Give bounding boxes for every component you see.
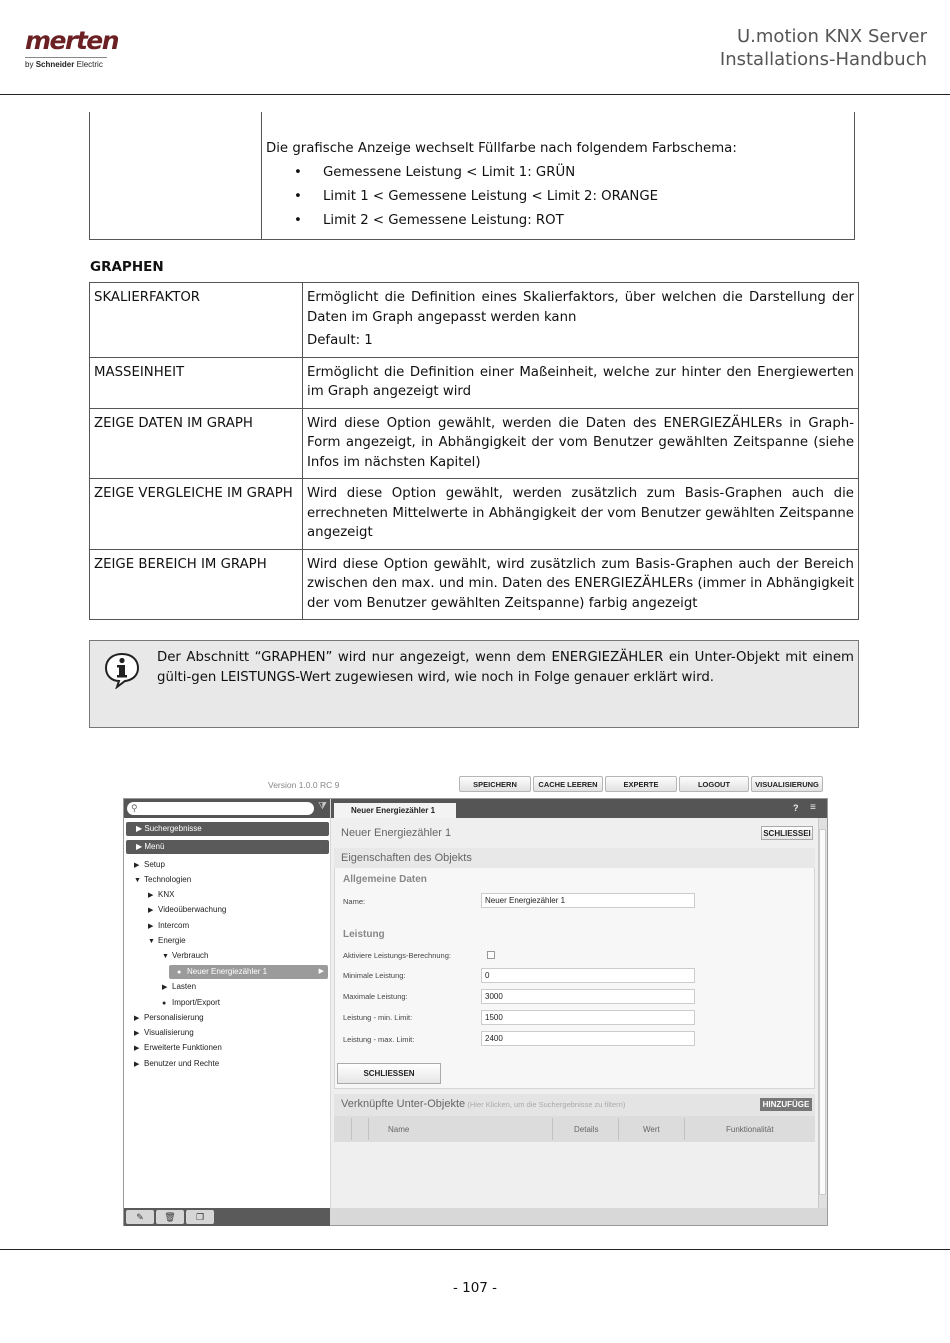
sidebar-footer xyxy=(124,1208,330,1226)
min-limit-input[interactable]: 1500 xyxy=(481,1010,695,1025)
expand-icon: ▶ xyxy=(134,1015,140,1022)
schneider-electric-logo xyxy=(25,60,103,69)
collapse-icon: ▼ xyxy=(148,938,155,945)
tree-item-technologien[interactable] xyxy=(134,875,191,884)
name-label: Name: xyxy=(343,897,366,906)
tree-item-label: Personalisierung xyxy=(144,1013,204,1022)
properties-title: Eigenschaften des Objekts xyxy=(341,852,472,864)
tree-item-label: Import/Export xyxy=(172,998,221,1007)
tree-item-personalisierung[interactable] xyxy=(134,1013,204,1022)
power-calc-checkbox[interactable] xyxy=(487,951,495,959)
arrow-icon: ▶ xyxy=(136,842,145,851)
table-row xyxy=(90,549,859,620)
search-results-label: Suchergebnisse xyxy=(144,824,202,833)
field-label: Aktiviere Leistungs-Berechnung: xyxy=(343,951,451,960)
tree-item-intercom[interactable] xyxy=(148,921,189,930)
arrow-icon: ▶ xyxy=(136,824,145,833)
search-input[interactable] xyxy=(127,802,314,815)
table-row xyxy=(90,479,859,550)
tree-item-label: Energie xyxy=(158,936,186,945)
clear-cache-button[interactable]: CACHE LEEREN xyxy=(533,776,603,792)
name-input[interactable]: Neuer Energiezähler 1 xyxy=(481,893,695,908)
menu-bar[interactable] xyxy=(126,840,329,854)
menu-icon[interactable]: ≡ xyxy=(810,802,816,813)
row-key: SKALIERFAKTOR xyxy=(90,283,303,358)
table-row xyxy=(90,283,859,358)
tree-item-label: KNX xyxy=(158,890,175,899)
empty-key-cell xyxy=(90,112,262,239)
info-icon xyxy=(103,651,141,689)
page-title: Neuer Energiezähler 1 xyxy=(341,827,452,839)
row-value: Ermöglicht die Definition einer Maßeinheit, welche zur hinter den Energiewerten im Graph angezeigt wird xyxy=(303,357,859,408)
tree-item-benutzer[interactable] xyxy=(134,1059,219,1068)
page-number: - 107 - xyxy=(452,1280,498,1296)
linked-objects-hint: (Hier Klicken, um die Suchergebnisse zu filtern) xyxy=(467,1100,626,1109)
expand-icon: ▶ xyxy=(148,923,154,930)
row-key: ZEIGE VERGLEICHE IM GRAPH xyxy=(90,479,303,550)
search-icon: ⚲ xyxy=(131,803,138,813)
help-icon[interactable]: ? xyxy=(793,803,799,813)
tree-item-label: Verbrauch xyxy=(172,951,209,960)
expand-icon: ▶ xyxy=(134,1061,140,1068)
tree-item-visualisierung[interactable] xyxy=(134,1028,194,1037)
info-note xyxy=(89,640,859,728)
tree-item-label: Neuer Energiezähler 1 xyxy=(187,967,268,976)
row-default: Default: 1 xyxy=(307,333,373,348)
row-value: Wird diese Option gewählt, werden zusätzlich zum Basis-Graphen auch die errechneten Mittelwerte in Abhängigkeit der vom Benutzer gewählten Zeitspanne angezeigt xyxy=(303,479,859,550)
row-value-text: Ermöglicht die Definition eines Skalierfaktors, über welchen die Darstellung der Daten im Graph angepasst werden kann xyxy=(307,290,854,325)
tab-energiezaehler[interactable]: Neuer Energiezähler 1 xyxy=(334,803,456,818)
expert-button[interactable]: EXPERTE xyxy=(605,776,677,792)
expand-icon: ▶ xyxy=(148,892,154,899)
table-row xyxy=(90,357,859,408)
logout-button[interactable]: LOGOUT xyxy=(679,776,749,792)
field-label: Leistung - max. Limit: xyxy=(343,1035,415,1044)
tree-item-label: Technologien xyxy=(144,875,192,884)
logo-divider xyxy=(25,57,107,58)
color-scheme-item: • Gemessene Leistung < Limit 1: GRÜN xyxy=(266,163,854,183)
logo-by-text: by xyxy=(25,60,34,69)
column-divider xyxy=(552,1118,553,1140)
close-top-button[interactable]: SCHLIESSEI xyxy=(761,826,813,840)
document-title xyxy=(720,25,927,71)
logo-company2-text: Electric xyxy=(76,60,103,69)
add-button[interactable]: HINZUFÜGE xyxy=(760,1098,812,1111)
footer-rule xyxy=(0,1249,950,1250)
merten-logo: merten xyxy=(25,26,119,55)
row-key: MASSEINHEIT xyxy=(90,357,303,408)
tree-item-erweiterte-funktionen[interactable] xyxy=(134,1043,222,1052)
tree-item-energie[interactable] xyxy=(148,936,186,945)
close-button[interactable]: SCHLIESSEN xyxy=(337,1063,441,1084)
column-divider xyxy=(368,1118,369,1140)
field-label: Minimale Leistung: xyxy=(343,971,406,980)
tree-item-label: Lasten xyxy=(172,982,197,991)
tree-item-lasten[interactable] xyxy=(162,982,196,991)
color-scheme-item: • Limit 2 < Gemessene Leistung: ROT xyxy=(266,211,854,231)
collapse-icon: ▼ xyxy=(162,953,169,960)
column-divider xyxy=(684,1118,685,1140)
search-results-bar[interactable] xyxy=(126,822,329,836)
row-value xyxy=(303,283,859,358)
expand-icon: ▶ xyxy=(134,1030,140,1037)
row-key: ZEIGE DATEN IM GRAPH xyxy=(90,408,303,479)
leaf-dot-icon: ● xyxy=(177,969,182,976)
scrollbar-thumb[interactable] xyxy=(819,829,826,1195)
leaf-dot-icon: ● xyxy=(162,1000,167,1007)
column-header-details[interactable]: Details xyxy=(574,1125,599,1134)
tree-item-label: Videoüberwachung xyxy=(158,905,227,914)
tree-item-label: Intercom xyxy=(158,921,190,930)
max-power-input[interactable]: 3000 xyxy=(481,989,695,1004)
row-key: ZEIGE BEREICH IM GRAPH xyxy=(90,549,303,620)
expand-icon: ▶ xyxy=(134,862,140,869)
color-scheme-list xyxy=(266,159,854,231)
min-power-input[interactable]: 0 xyxy=(481,968,695,983)
product-name: U.motion KNX Server xyxy=(737,26,927,47)
column-header-funktionalitaet[interactable]: Funktionalität xyxy=(726,1125,774,1134)
max-limit-input[interactable]: 2400 xyxy=(481,1031,695,1046)
table-row xyxy=(90,408,859,479)
visualization-button[interactable]: VISUALISIERUNG xyxy=(751,776,823,792)
column-divider xyxy=(351,1118,352,1140)
logo-company-text: Schneider xyxy=(35,60,75,69)
collapse-icon: ▼ xyxy=(134,877,141,884)
field-label: Maximale Leistung: xyxy=(343,992,408,1001)
tree-item-import-export[interactable] xyxy=(162,998,220,1007)
field-label: Leistung - min. Limit: xyxy=(343,1013,413,1022)
row-value: Wird diese Option gewählt, werden die Daten des ENERGIEZÄHLERs in Graph-Form angezeigt, in Abhängigkeit der vom Benutzer gewählten Zeitspanne (siehe Infos im nächsten Kapitel) xyxy=(303,408,859,479)
edit-icon[interactable]: ✎ xyxy=(126,1210,154,1224)
tree-item-energiezaehler-selected[interactable] xyxy=(169,965,328,979)
row-value: Wird diese Option gewählt, wird zusätzlich zum Basis-Graphen auch der Bereich zwischen den max. und min. Daten des ENERGIEZÄHLERs (immer in Abhängigkeit der vom Benutzer gewählten Zeitspanne) farbig angezeigt xyxy=(303,549,859,620)
manual-name: Installations-Handbuch xyxy=(719,49,927,70)
tree-item-video[interactable] xyxy=(148,905,226,914)
trash-icon[interactable]: 🗑 xyxy=(156,1210,184,1224)
save-button[interactable]: SPEICHERN xyxy=(459,776,531,792)
linked-objects-title-row[interactable] xyxy=(341,1098,625,1110)
tree-item-knx[interactable] xyxy=(148,890,174,899)
general-data-title: Allgemeine Daten xyxy=(343,874,427,885)
expand-icon: ▶ xyxy=(148,907,154,914)
color-scheme-intro: Die grafische Anzeige wechselt Füllfarbe nach folgendem Farbschema: xyxy=(266,141,737,156)
column-divider xyxy=(618,1118,619,1140)
column-header-name[interactable]: Name xyxy=(388,1125,410,1134)
column-header-wert[interactable]: Wert xyxy=(643,1125,660,1134)
menu-label: Menü xyxy=(144,842,165,851)
expand-icon: ▶ xyxy=(162,984,168,991)
tree-item-label: Visualisierung xyxy=(144,1028,194,1037)
color-scheme-item: • Limit 1 < Gemessene Leistung < Limit 2: ORANGE xyxy=(266,187,854,207)
filter-icon[interactable]: ⧩ xyxy=(318,801,327,812)
color-scheme-cell xyxy=(262,112,855,239)
expand-icon: ▶ xyxy=(134,1045,140,1052)
graphen-heading: GRAPHEN xyxy=(90,259,164,275)
color-scheme-table xyxy=(89,112,855,240)
graphen-table xyxy=(89,282,859,620)
linked-objects-title: Verknüpfte Unter-Objekte xyxy=(341,1098,466,1110)
tree-item-label: Benutzer und Rechte xyxy=(144,1059,220,1068)
play-arrow-icon[interactable]: ▶ xyxy=(318,968,324,975)
duplicate-icon[interactable]: ❐ xyxy=(186,1210,214,1224)
tree-item-verbrauch[interactable] xyxy=(162,951,208,960)
header-rule xyxy=(0,94,950,95)
version-label: Version 1.0.0 RC 9 xyxy=(268,780,340,790)
power-title: Leistung xyxy=(343,929,385,940)
tree-item-label: Erweiterte Funktionen xyxy=(144,1043,222,1052)
tree-item-label: Setup xyxy=(144,860,165,869)
tree-item-setup[interactable] xyxy=(134,860,165,869)
note-text: Der Abschnitt “GRAPHEN” wird nur angezeigt, wenn dem ENERGIEZÄHLER ein Unter-Objekt mit einem gülti-gen LEISTUNGS-Wert zugewiesen wird, wie noch in Folge genauer erklärt wird. xyxy=(157,650,854,685)
